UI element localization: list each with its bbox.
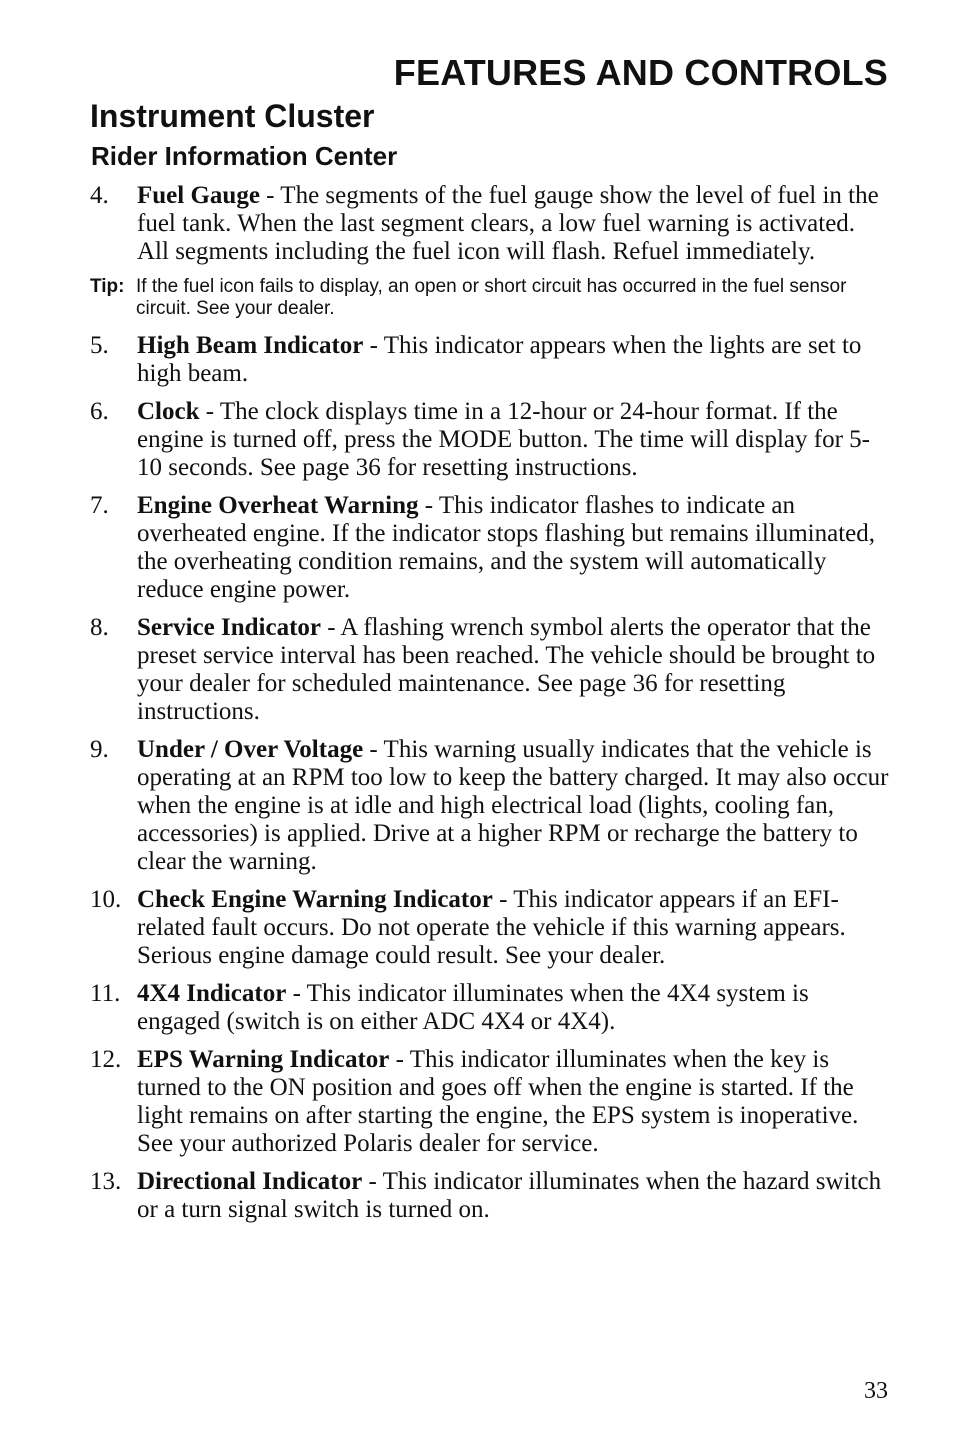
list-item-eps-warning [90,1046,890,1158]
list-item-check-engine [90,886,890,970]
item-number: 4. [90,182,109,209]
subsection-title: Rider Information Center [91,141,398,171]
item-description: - A flashing wrench symbol alerts the operator that the preset service interval has been reached. The vehicle should be brought to your dealer for scheduled maintenance. See page 36 for resetting instructions. [137,614,876,725]
tip-label: Tip: [90,276,125,297]
item-term: Fuel Gauge [137,182,260,209]
item-term: Check Engine Warning Indicator [137,886,493,913]
list-item-fuel-gauge [90,182,890,266]
list-item-4x4 [90,980,890,1036]
item-term: EPS Warning Indicator [137,1046,390,1073]
page-number: 33 [864,1378,888,1404]
list-item-high-beam [90,332,890,388]
feature-list [90,182,890,1234]
item-description: - This indicator flashes to indicate an overheated engine. If the indicator stops flashing but remains illuminated, the overheating condition remains, and the system will automatically reduce engine power. [137,492,875,603]
item-description: - This indicator illuminates when the key is turned to the ON position and goes off when the engine is started. If the light remains on after starting the engine, the EPS system is inoperative. See your authorized Polaris dealer for service. [137,1046,859,1157]
item-number: 9. [90,736,109,763]
item-term: Engine Overheat Warning [137,492,419,519]
item-number: 11. [90,980,121,1007]
item-term: Service Indicator [137,614,321,641]
item-description: - The clock displays time in a 12-hour or 24-hour format. If the engine is turned off, press the MODE button. The time will display for 5-10 seconds. See page 36 for resetting instructions. [137,398,870,481]
item-number: 12. [90,1046,122,1073]
list-item-service-indicator [90,614,890,726]
list-item-voltage [90,736,890,876]
item-description: - This indicator illuminates when the hazard switch or a turn signal switch is turned on. [137,1168,882,1223]
item-description: - This indicator appears when the lights are set to high beam. [137,332,862,387]
item-number: 8. [90,614,109,641]
item-number: 5. [90,332,109,359]
list-item-engine-overheat [90,492,890,604]
item-description: - The segments of the fuel gauge show the level of fuel in the fuel tank. When the last segment clears, a low fuel warning is activated. All segments including the fuel icon will flash. Refuel immediately. [137,182,879,265]
section-title: Instrument Cluster [90,98,375,134]
item-term: Under / Over Voltage [137,736,364,763]
item-description: - This warning usually indicates that the vehicle is operating at an RPM too low to keep the battery charged. It may also occur when the engine is at idle and high electrical load (lights, cooling fan, accessories) is applied. Drive at a higher RPM or recharge the battery to clear the warning. [137,736,889,875]
list-item-clock [90,398,890,482]
item-term: 4X4 Indicator [137,980,287,1007]
item-number: 10. [90,886,122,913]
item-description: - This indicator illuminates when the 4X4 system is engaged (switch is on either ADC 4X4 or 4X4). [137,980,809,1035]
chapter-title: FEATURES AND CONTROLS [393,52,888,93]
tip-note [90,276,890,320]
item-term: High Beam Indicator [137,332,364,359]
item-number: 13. [90,1168,122,1195]
tip-text: If the fuel icon fails to display, an open or short circuit has occurred in the fuel sensor circuit. See your dealer. [136,276,847,319]
item-number: 7. [90,492,109,519]
list-item-directional [90,1168,890,1224]
item-number: 6. [90,398,109,425]
item-term: Clock [137,398,200,425]
item-description: - This indicator appears if an EFI-related fault occurs. Do not operate the vehicle if this warning appears. Serious engine damage could result. See your dealer. [137,886,846,969]
item-term: Directional Indicator [137,1168,363,1195]
